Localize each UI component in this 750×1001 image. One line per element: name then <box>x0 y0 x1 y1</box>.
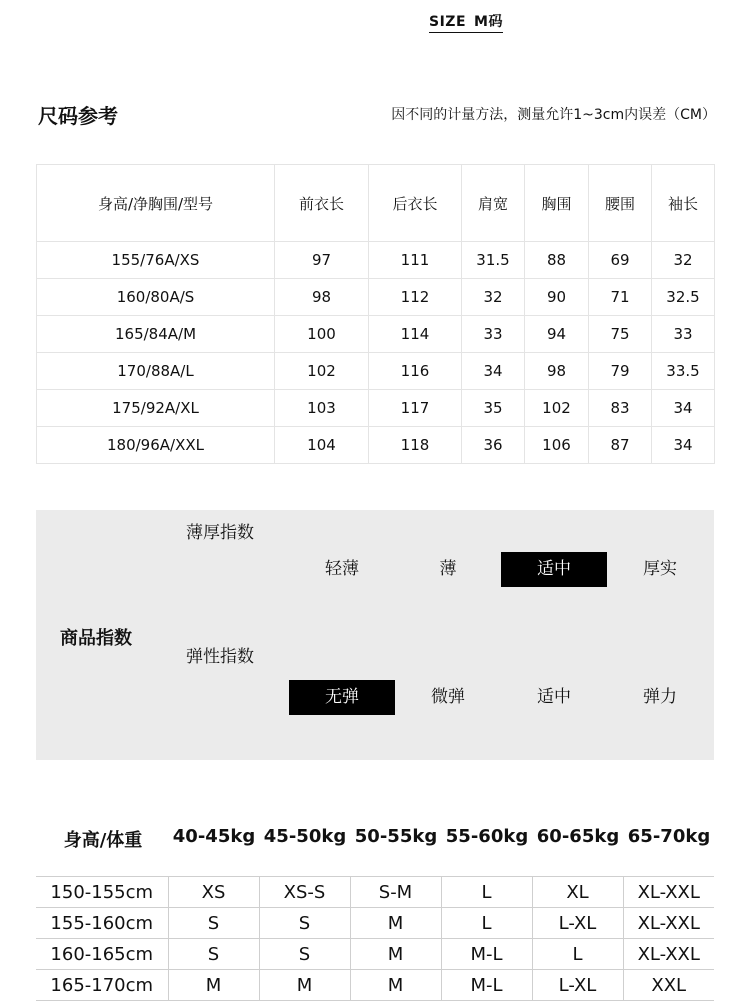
table-cell: 106 <box>525 427 589 464</box>
height-cell: 150-155cm <box>36 877 168 908</box>
table-cell: M <box>350 908 441 939</box>
elasticity-option-none: 无弹 <box>289 680 395 715</box>
column-header: 前衣长 <box>275 165 369 242</box>
table-cell: 71 <box>589 279 652 316</box>
table-cell: L <box>441 908 532 939</box>
thickness-index-title: 薄厚指数 <box>186 523 254 543</box>
table-cell: 34 <box>652 427 715 464</box>
table-cell: S <box>168 908 259 939</box>
table-cell: M-L <box>441 939 532 970</box>
table-cell: L-XL <box>532 908 623 939</box>
table-cell: XS-S <box>259 877 350 908</box>
table-cell: 111 <box>369 242 462 279</box>
column-header: 袖长 <box>652 165 715 242</box>
measurement-note: 因不同的计量方法，测量允许1~3cm内误差（CM） <box>391 107 716 123</box>
size-chart-table <box>36 164 715 464</box>
height-weight-table <box>36 876 714 1001</box>
table-cell: 175/92A/XL <box>37 390 275 427</box>
weight-header: 50-55kg <box>354 826 438 847</box>
table-cell: 116 <box>369 353 462 390</box>
column-header: 身高/净胸围/型号 <box>37 165 275 242</box>
table-cell: XL-XXL <box>623 877 714 908</box>
table-cell: 79 <box>589 353 652 390</box>
table-cell: 75 <box>589 316 652 353</box>
table-cell: 33 <box>462 316 525 353</box>
table-cell: 180/96A/XXL <box>37 427 275 464</box>
table-cell: 112 <box>369 279 462 316</box>
table-cell: 83 <box>589 390 652 427</box>
column-header: 腰围 <box>589 165 652 242</box>
table-cell: 155/76A/XS <box>37 242 275 279</box>
elasticity-option-stretch: 弹力 <box>643 687 677 707</box>
table-cell: 34 <box>462 353 525 390</box>
table-cell: 32.5 <box>652 279 715 316</box>
table-cell: 36 <box>462 427 525 464</box>
table-cell: XL-XXL <box>623 939 714 970</box>
table-cell: 102 <box>275 353 369 390</box>
weight-header: 65-70kg <box>627 826 711 847</box>
product-index-label: 商品指数 <box>60 628 132 649</box>
table-cell: L <box>532 939 623 970</box>
table-cell: M <box>350 939 441 970</box>
thickness-option-thick: 厚实 <box>643 559 677 579</box>
table-cell: 114 <box>369 316 462 353</box>
height-weight-header <box>36 826 714 852</box>
weight-header: 55-60kg <box>445 826 529 847</box>
size-value: M码 <box>474 14 503 30</box>
height-cell: 155-160cm <box>36 908 168 939</box>
column-header: 后衣长 <box>369 165 462 242</box>
table-cell: 87 <box>589 427 652 464</box>
table-cell: 98 <box>275 279 369 316</box>
table-cell: 35 <box>462 390 525 427</box>
table-row <box>37 242 715 279</box>
table-cell: M <box>259 970 350 1001</box>
table-cell: 31.5 <box>462 242 525 279</box>
table-row <box>36 939 714 970</box>
table-cell: M <box>350 970 441 1001</box>
table-cell: M-L <box>441 970 532 1001</box>
table-cell: XXL <box>623 970 714 1001</box>
table-cell: S <box>168 939 259 970</box>
elasticity-option-medium: 适中 <box>537 687 571 707</box>
table-cell: 34 <box>652 390 715 427</box>
table-cell: XS <box>168 877 259 908</box>
size-label: SIZE <box>429 14 467 30</box>
table-row <box>36 970 714 1001</box>
table-cell: 117 <box>369 390 462 427</box>
table-cell: 160/80A/S <box>37 279 275 316</box>
table-cell: 97 <box>275 242 369 279</box>
height-weight-corner: 身高/体重 <box>63 830 143 851</box>
column-header: 胸围 <box>525 165 589 242</box>
size-chart-header-row <box>37 165 715 242</box>
height-cell: 160-165cm <box>36 939 168 970</box>
table-cell: M <box>168 970 259 1001</box>
table-cell: 88 <box>525 242 589 279</box>
table-cell: 100 <box>275 316 369 353</box>
size-tag <box>429 11 503 33</box>
table-cell: 32 <box>462 279 525 316</box>
table-cell: 32 <box>652 242 715 279</box>
table-cell: S <box>259 939 350 970</box>
table-cell: XL <box>532 877 623 908</box>
table-cell: S-M <box>350 877 441 908</box>
table-cell: 33 <box>652 316 715 353</box>
table-row <box>37 316 715 353</box>
table-cell: 165/84A/M <box>37 316 275 353</box>
table-row <box>36 877 714 908</box>
table-cell: L <box>441 877 532 908</box>
thickness-option-medium: 适中 <box>501 552 607 587</box>
weight-header: 60-65kg <box>536 826 620 847</box>
table-cell: XL-XXL <box>623 908 714 939</box>
column-header: 肩宽 <box>462 165 525 242</box>
table-row <box>37 427 715 464</box>
table-cell: L-XL <box>532 970 623 1001</box>
table-row <box>36 908 714 939</box>
table-row <box>37 353 715 390</box>
weight-header: 40-45kg <box>172 826 256 847</box>
weight-header: 45-50kg <box>263 826 347 847</box>
elasticity-option-slight: 微弹 <box>431 687 465 707</box>
table-cell: 94 <box>525 316 589 353</box>
table-cell: 103 <box>275 390 369 427</box>
elasticity-index-title: 弹性指数 <box>186 647 254 667</box>
height-cell: 165-170cm <box>36 970 168 1001</box>
table-cell: S <box>259 908 350 939</box>
table-row <box>37 279 715 316</box>
table-cell: 90 <box>525 279 589 316</box>
table-cell: 102 <box>525 390 589 427</box>
thickness-option-thin: 薄 <box>439 559 457 579</box>
table-cell: 98 <box>525 353 589 390</box>
table-cell: 104 <box>275 427 369 464</box>
product-index-panel <box>36 510 714 760</box>
table-cell: 170/88A/L <box>37 353 275 390</box>
size-reference-title: 尺码参考 <box>38 104 118 128</box>
table-cell: 118 <box>369 427 462 464</box>
thickness-option-light: 轻薄 <box>325 559 359 579</box>
table-cell: 69 <box>589 242 652 279</box>
table-cell: 33.5 <box>652 353 715 390</box>
table-row <box>37 390 715 427</box>
